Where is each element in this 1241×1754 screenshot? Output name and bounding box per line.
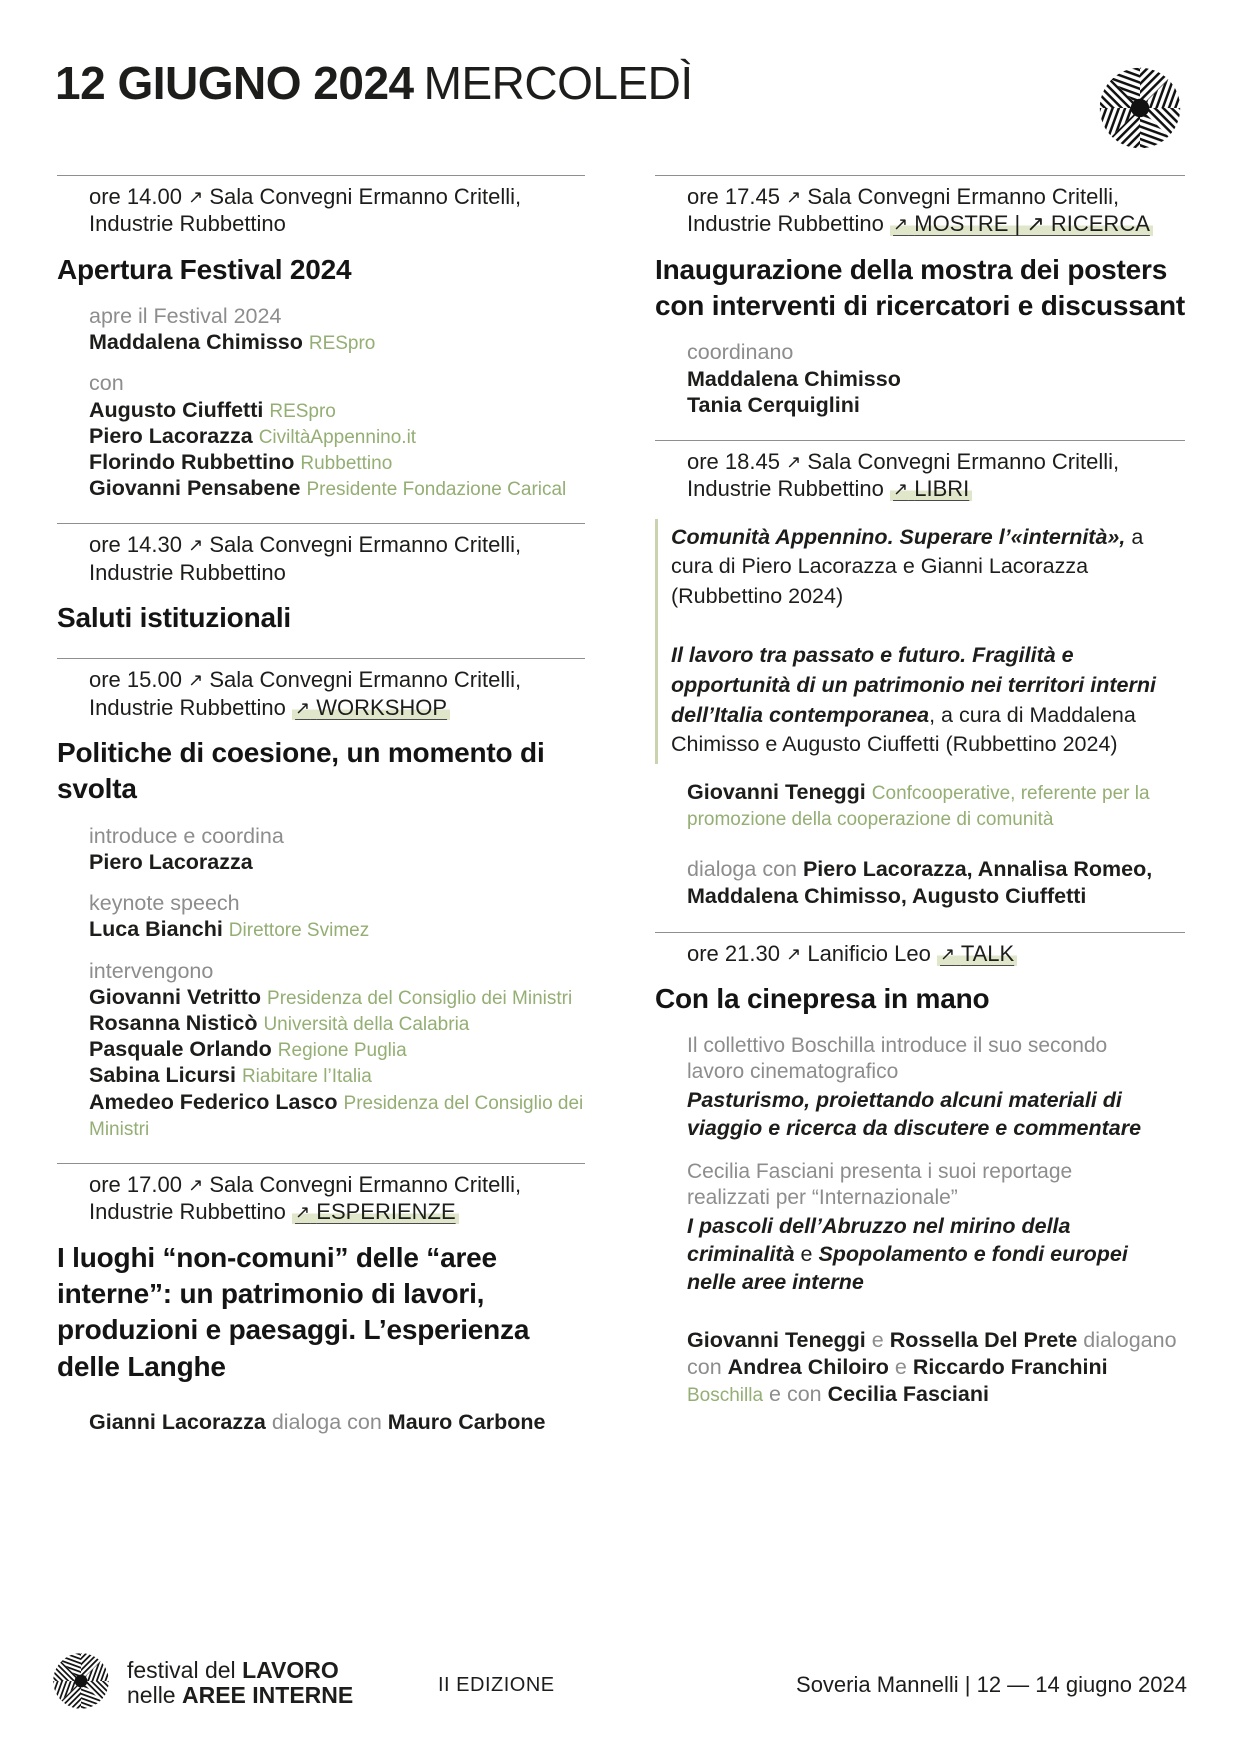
person-role: CiviltàAppennino.it: [258, 426, 417, 448]
ne-arrow-icon: ↗: [188, 187, 204, 207]
event-saluti: [57, 523, 585, 658]
date-text: 12 GIUGNO 2024: [55, 57, 414, 109]
wordmark-line: festival del LAVORO: [127, 1657, 339, 1683]
category-tag: ↗ MOSTRE | ↗ RICERCA: [890, 211, 1153, 236]
event-time: ore 18.45: [687, 448, 780, 474]
person-line: Maddalena Chimisso: [687, 366, 901, 391]
category-tag: ↗ LIBRI: [890, 476, 972, 501]
event-location: Sala Convegni Ermanno Critelli, Industrie Rubbettino: [89, 184, 522, 237]
person-line: Giovanni Vetritto Presidenza del Consiglio dei Ministri: [89, 984, 573, 1009]
book-item: [671, 641, 1185, 760]
dialog-line: dialoga con Piero Lacorazza, Annalisa Romeo, Maddalena Chimisso, Augusto Ciuffetti: [687, 856, 1153, 908]
person-line: Sabina Licursi Riabitare l’Italia: [89, 1063, 372, 1088]
ne-arrow-icon: ↗: [940, 943, 956, 964]
person-role: Università della Calabria: [263, 1014, 470, 1035]
speaker-group: [687, 339, 1185, 418]
group-label: keynote speech: [89, 891, 240, 916]
book-list: [655, 519, 1185, 765]
group-label: introduce e coordina: [89, 823, 284, 848]
event-title: Saluti istituzionali: [57, 601, 292, 633]
event-location: Lanificio Leo: [807, 940, 931, 966]
event-presentazione-libri: [655, 440, 1185, 932]
person-role: RESpro: [308, 333, 376, 355]
person-line: Giovanni Teneggi Confcooperative, referente per la promozione della cooperazione di comunità: [687, 780, 1150, 831]
event-time: ore 15.00: [89, 667, 182, 693]
event-time: ore 17.45: [687, 184, 780, 209]
dialog-line: Gianni Lacorazza dialoga con Mauro Carbone: [89, 1410, 546, 1435]
book-title: Il lavoro tra passato e futuro. Fragilità e opportunità di un patrimonio nei territori interni dell’Italia contemporanea: [671, 643, 1156, 727]
event-location: Sala Convegni Ermanno Critelli, Industrie Rubbettino: [89, 667, 522, 720]
page-title: [55, 56, 693, 110]
event-location: Sala Convegni Ermanno Critelli, Industrie Rubbettino: [89, 1172, 522, 1225]
film-intro: Il collettivo Boschilla introduce il suo secondo lavoro cinematografico: [687, 1034, 1108, 1084]
category-tag: ↗ TALK: [937, 941, 1017, 966]
person-role: Presidente Fondazione Carical: [306, 479, 567, 501]
person-role: Riabitare l’Italia: [241, 1066, 372, 1088]
speaker-group: [89, 303, 585, 355]
event-title: Inaugurazione della mostra dei posters con interventi di ricercatori e discussant: [655, 253, 1185, 321]
film-title: Pasturismo, proiettando alcuni materiali di viaggio e ricerca da discutere e commentare: [687, 1088, 1142, 1141]
ne-arrow-icon: ↗: [295, 697, 311, 718]
film-block: [687, 1033, 1185, 1143]
speaker-group: [89, 370, 585, 501]
event-title: Apertura Festival 2024: [57, 253, 352, 285]
festival-starburst-logo-icon: [52, 1652, 110, 1710]
event-apertura-festival: [57, 175, 585, 523]
wordmark-line: nelle AREE INTERNE: [127, 1682, 354, 1709]
event-time: ore 14.00: [89, 184, 182, 209]
person-role: Rubbettino: [300, 453, 393, 475]
event-time: ore 17.00: [89, 1172, 182, 1198]
event-time-location: [89, 531, 585, 586]
film-intro: Cecilia Fasciani presenta i suoi reportage realizzati per “Internazionale”: [687, 1160, 1073, 1210]
speaker-group: [89, 958, 585, 1142]
person-line: Maddalena Chimisso RESpro: [89, 330, 376, 355]
event-time-location: [687, 940, 1185, 967]
event-politiche-coesione: [57, 658, 585, 1163]
film-title: I pascoli dell’Abruzzo nel mirino della criminalità e Spopolamento e fondi europei nelle aree interne: [687, 1214, 1128, 1295]
event-location: Sala Convegni Ermanno Critelli, Industrie Rubbettino: [687, 448, 1120, 502]
person-line: Florindo Rubbettino Rubbettino: [89, 450, 393, 475]
ne-arrow-icon: ↗: [188, 670, 204, 691]
person-role: Direttore Svimez: [228, 920, 370, 942]
person-line: Luca Bianchi Direttore Svimez: [89, 917, 370, 942]
event-time: ore 14.30: [89, 532, 182, 558]
category-tag: ↗ ESPERIENZE: [292, 1199, 459, 1224]
event-time-location: [687, 183, 1185, 238]
person-line: Rosanna Nisticò Università della Calabria: [89, 1011, 470, 1035]
speaker-group: [687, 779, 1185, 831]
book-item: [671, 523, 1185, 612]
dialog-line: Giovanni Teneggi e Rossella Del Prete dialogano con Andrea Chiloiro e Riccardo Franchini Boschilla e con Cecilia Fasciani: [687, 1328, 1177, 1407]
ne-arrow-icon: ↗: [188, 535, 204, 556]
speaker-group: [89, 890, 585, 942]
event-title: Con la cinepresa in mano: [655, 982, 990, 1014]
event-time-location: [687, 448, 1185, 503]
category-tag: ↗ WORKSHOP: [292, 695, 450, 720]
collective-name: Boschilla: [687, 1385, 764, 1407]
edition-label: II EDIZIONE: [438, 1674, 555, 1696]
ne-arrow-icon: ↗: [786, 943, 802, 964]
group-label: apre il Festival 2024: [89, 303, 282, 328]
person-line: Amedeo Federico Lasco Presidenza del Consiglio dei Ministri: [89, 1089, 584, 1140]
event-inaugurazione-mostra: [655, 175, 1185, 440]
event-time-location: [89, 183, 585, 238]
person-role: Regione Puglia: [277, 1040, 407, 1062]
weekday-text: MERCOLEDÌ: [423, 57, 693, 109]
film-block: [687, 1159, 1185, 1297]
ne-arrow-icon: ↗: [786, 187, 802, 207]
right-column: [655, 175, 1185, 1430]
group-label: intervengono: [89, 958, 214, 983]
event-location: Sala Convegni Ermanno Critelli, Industrie Rubbettino: [89, 532, 522, 585]
event-time-location: [89, 666, 585, 721]
left-column: [57, 175, 585, 1458]
event-title: I luoghi “non-comuni” delle “aree interne”: un patrimonio di lavori, produzioni e paesaggi. L’esperienza delle Langhe: [57, 1241, 530, 1382]
person-line: Pasquale Orlando Regione Puglia: [89, 1037, 407, 1062]
person-role: Presidenza del Consiglio dei Ministri: [267, 987, 573, 1009]
person-role: RESpro: [269, 400, 336, 422]
speaker-group: [89, 823, 585, 875]
person-line: Piero Lacorazza CiviltàAppennino.it: [89, 423, 417, 448]
ne-arrow-icon: ↗: [893, 214, 909, 235]
person-role: Presidenza del Consiglio dei Ministri: [89, 1092, 584, 1140]
ne-arrow-icon: ↗: [188, 1175, 204, 1196]
event-con-la-cinepresa: [655, 932, 1185, 1431]
person-line: Giovanni Pensabene Presidente Fondazione Carical: [89, 476, 567, 501]
book-details: a cura di Piero Lacorazza e Gianni Lacorazza (Rubbettino 2024): [671, 524, 1144, 608]
event-title: Politiche di coesione, un momento di svolta: [57, 736, 545, 805]
event-location: Sala Convegni Ermanno Critelli, Industrie Rubbettino: [687, 184, 1120, 237]
event-time-location: [89, 1171, 585, 1226]
group-label: con: [89, 371, 124, 396]
ne-arrow-icon: ↗: [893, 479, 909, 500]
person-role: Confcooperative, referente per la promozione della cooperazione di comunità: [687, 783, 1150, 831]
book-title: Comunità Appennino. Superare l’«internità»,: [671, 524, 1126, 549]
venue-dates: Soveria Mannelli | 12 — 14 giugno 2024: [796, 1672, 1187, 1697]
person-line: Tania Cerquiglini: [687, 392, 860, 417]
event-time: ore 21.30: [687, 940, 780, 966]
group-label: coordinano: [687, 340, 794, 365]
person-line: Piero Lacorazza: [89, 849, 253, 874]
ne-arrow-icon: ↗: [786, 451, 802, 472]
person-line: Augusto Ciuffetti RESpro: [89, 397, 336, 422]
ne-arrow-icon: ↗: [295, 1202, 311, 1223]
festival-wordmark: [127, 1658, 353, 1709]
event-luoghi-non-comuni: [57, 1163, 585, 1458]
book-details: , a cura di Maddalena Chimisso e Augusto Ciuffetti (Rubbettino 2024): [671, 702, 1136, 757]
festival-starburst-logo-icon: [1098, 66, 1182, 150]
